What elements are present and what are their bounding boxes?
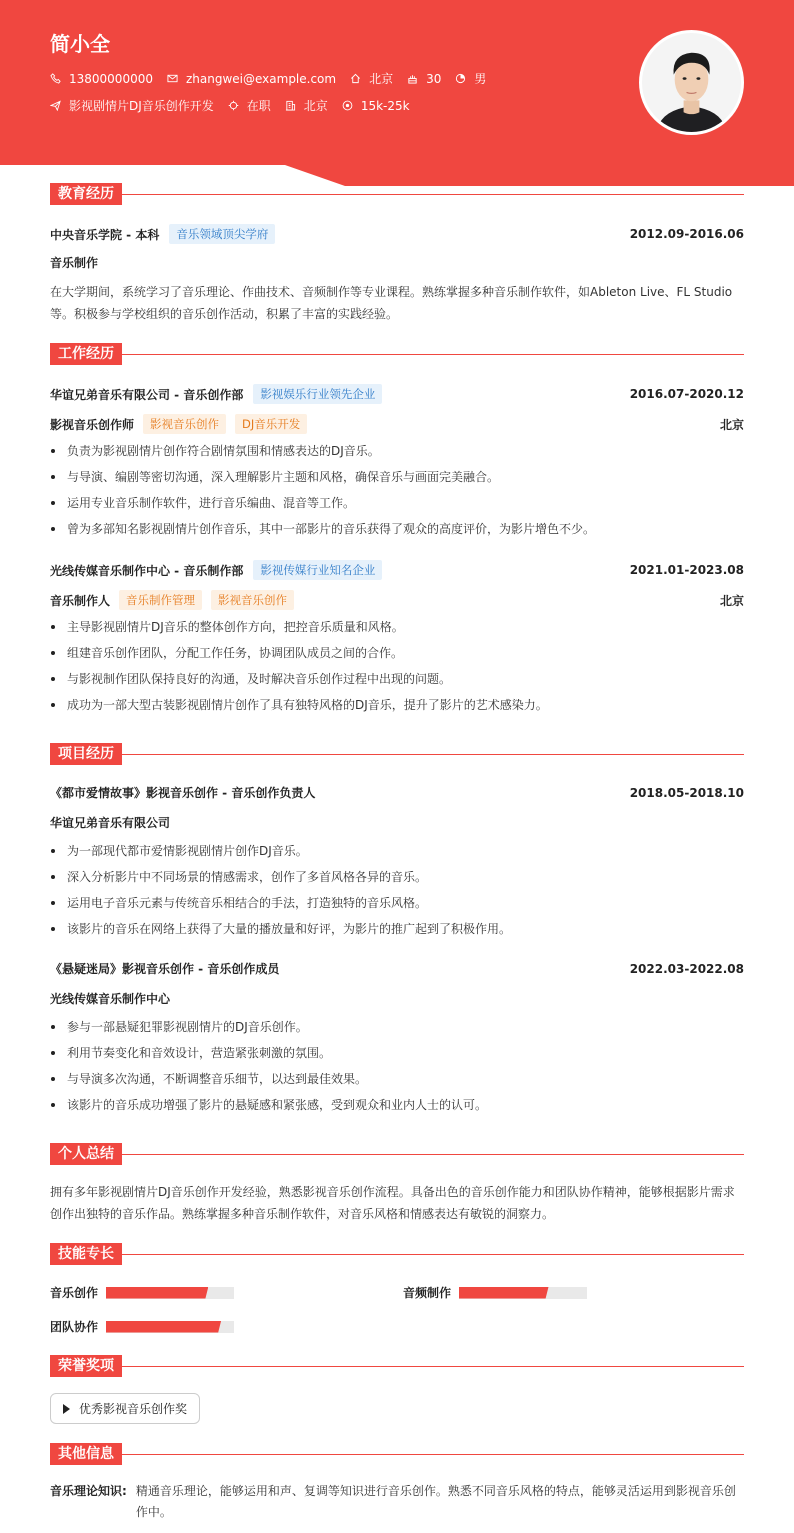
section-summary-label: 个人总结 (50, 1143, 122, 1165)
age-item (407, 72, 441, 86)
hometown-text: 北京 (369, 72, 394, 86)
project-org-row (50, 990, 744, 1007)
list-item: 主导影视剧情片DJ音乐的整体创作方向，把控音乐质量和风格。 (50, 614, 744, 640)
work-bullets (50, 614, 744, 718)
skill-bar-fill (106, 1321, 221, 1333)
list-item: 与影视制作团队保持良好的沟通，及时解决音乐创作过程中出现的问题。 (50, 666, 744, 692)
project-bullets (50, 838, 744, 942)
avatar (639, 30, 744, 135)
list-item: 组建音乐创作团队，分配工作任务，协调团队成员之间的合作。 (50, 640, 744, 666)
other-info-key: 音乐理论知识: (50, 1484, 127, 1498)
age-text: 30 (426, 71, 442, 86)
email-text: zhangwei@example.com (185, 71, 337, 86)
education-description: 在大学期间，系统学习了音乐理论、作曲技术、音频制作等专业课程。熟练掌握多种音乐制作软件，如Ableton Live、FL Studio等。积极参与学校组织的音乐创作活动，积累了丰富的实践经验。 (50, 285, 733, 321)
work-company: 光线传媒音乐制作中心 - 音乐制作部 (50, 563, 244, 578)
company-tag: 影视传媒行业知名企业 (253, 560, 382, 580)
list-item: 负责为影视剧情片创作符合剧情氛围和情感表达的DJ音乐。 (50, 438, 744, 464)
play-icon (63, 1404, 70, 1414)
phone-text: 13800000000 (69, 71, 153, 86)
education-period: 2012.09-2016.06 (629, 227, 744, 241)
section-summary (50, 1143, 744, 1165)
skill-bar (459, 1287, 587, 1299)
work-role-row (50, 414, 744, 434)
list-item: 为一部现代都市爱情影视剧情片创作DJ音乐。 (50, 838, 744, 864)
list-item: 深入分析影片中不同场景的情感需求，创作了多首风格各异的音乐。 (50, 864, 744, 890)
salary-text: 15k-25k (360, 98, 410, 113)
work-role: 音乐制作人 (50, 593, 111, 608)
project-period: 2022.03-2022.08 (629, 961, 744, 976)
section-divider (122, 1454, 744, 1455)
email-item (167, 72, 336, 86)
work-period: 2016.07-2020.12 (629, 387, 744, 401)
gender-text: 男 (474, 72, 487, 86)
job-target-item (50, 97, 214, 114)
building-icon (285, 100, 296, 111)
job-intent-row (50, 97, 424, 114)
gender-item (455, 70, 486, 87)
home-icon (350, 73, 361, 84)
skill-item (50, 1284, 234, 1301)
summary-text: 拥有多年影视剧情片DJ音乐创作开发经验，熟悉影视音乐创作流程。具备出色的音乐创作能力和团队协作精神，能够根据影片需求创作出独特的音乐作品。熟练掌握多种音乐制作软件，对音乐风格和情感表达有敏锐的洞察力。 (50, 1185, 735, 1221)
resume-header (0, 0, 794, 186)
project-title: 《悬疑迷局》影视音乐创作 - 音乐创作成员 (50, 962, 280, 976)
city-item (285, 97, 328, 114)
section-divider (122, 1154, 744, 1155)
work-location: 北京 (719, 593, 744, 608)
work-company: 华谊兄弟音乐有限公司 - 音乐创作部 (50, 387, 244, 402)
other-info (50, 1481, 744, 1523)
work-role: 影视音乐创作师 (50, 417, 135, 432)
section-divider (122, 1254, 744, 1255)
send-icon (50, 100, 61, 111)
other-info-value: 精通音乐理论，能够运用和声、复调等知识进行音乐创作。熟悉不同音乐风格的特点，能够灵活运用到影视音乐创作中。 (135, 1484, 736, 1519)
section-divider (122, 194, 744, 195)
school-tag: 音乐领域顶尖学府 (169, 224, 275, 244)
salary-item (342, 99, 410, 113)
project-title: 《都市爱情故事》影视音乐创作 - 音乐创作负责人 (50, 786, 316, 800)
list-item: 运用电子音乐元素与传统音乐相结合的手法，打造独特的音乐风格。 (50, 890, 744, 916)
skill-name: 音频制作 (403, 1286, 452, 1300)
list-item: 运用专业音乐制作软件，进行音乐编曲、混音等工作。 (50, 490, 744, 516)
list-item: 该影片的音乐成功增强了影片的悬疑感和紧张感，受到观众和业内人士的认可。 (50, 1092, 744, 1118)
section-skills (50, 1243, 744, 1265)
section-other (50, 1443, 744, 1465)
section-divider (122, 354, 744, 355)
list-item: 与导演多次沟通，不断调整音乐细节，以达到最佳效果。 (50, 1066, 744, 1092)
section-work (50, 343, 744, 365)
role-tag: 影视音乐创作 (211, 590, 294, 610)
gender-icon (455, 73, 466, 84)
skill-name: 团队协作 (50, 1320, 99, 1334)
candidate-name: 简小全 (50, 32, 110, 56)
role-tag: DJ音乐开发 (235, 414, 307, 434)
work-role-row (50, 590, 744, 610)
award-badge (50, 1393, 200, 1424)
phone-item (50, 72, 153, 86)
education-major-row (50, 254, 744, 271)
list-item: 成功为一部大型古装影视剧情片创作了具有独特风格的DJ音乐，提升了影片的艺术感染力。 (50, 692, 744, 718)
skill-bar-fill (459, 1287, 549, 1299)
project-header (50, 960, 744, 977)
skill-item (403, 1284, 587, 1301)
skill-item (50, 1318, 234, 1335)
section-education-label: 教育经历 (50, 183, 122, 205)
section-divider (122, 754, 744, 755)
section-other-label: 其他信息 (50, 1443, 122, 1465)
education-header (50, 224, 744, 244)
section-skills-label: 技能专长 (50, 1243, 122, 1265)
work-header (50, 384, 744, 404)
cake-icon (407, 73, 418, 84)
list-item: 曾为多部知名影视剧情片创作音乐，其中一部影片的音乐获得了观众的高度评价，为影片增色不少。 (50, 516, 744, 542)
section-divider (122, 1366, 744, 1367)
work-bullets (50, 438, 744, 542)
phone-icon (50, 73, 61, 84)
school-name: 中央音乐学院 - 本科 (50, 227, 160, 242)
work-location: 北京 (719, 417, 744, 432)
work-period: 2021.01-2023.08 (629, 563, 744, 577)
section-projects-label: 项目经历 (50, 743, 122, 765)
contact-row (50, 70, 500, 87)
job-target-text: 影视剧情片DJ音乐创作开发 (69, 99, 214, 113)
section-awards-label: 荣誉奖项 (50, 1355, 122, 1377)
project-bullets (50, 1014, 744, 1118)
project-org: 光线传媒音乐制作中心 (50, 992, 171, 1006)
section-work-label: 工作经历 (50, 343, 122, 365)
section-projects (50, 743, 744, 765)
project-org: 华谊兄弟音乐有限公司 (50, 816, 171, 830)
mail-icon (167, 73, 178, 84)
skill-bar-fill (106, 1287, 208, 1299)
role-tag: 音乐制作管理 (119, 590, 202, 610)
project-period: 2018.05-2018.10 (629, 785, 744, 800)
status-text: 在职 (246, 99, 271, 113)
list-item: 与导演、编剧等密切沟通，深入理解影片主题和风格，确保音乐与画面完美融合。 (50, 464, 744, 490)
role-tag: 影视音乐创作 (143, 414, 226, 434)
education-major: 音乐制作 (50, 256, 99, 270)
company-tag: 影视娱乐行业领先企业 (253, 384, 382, 404)
status-icon (228, 100, 239, 111)
project-header (50, 784, 744, 801)
list-item: 参与一部悬疑犯罪影视剧情片的DJ音乐创作。 (50, 1014, 744, 1040)
section-education (50, 183, 744, 205)
skill-bar (106, 1321, 234, 1333)
salary-icon (342, 100, 353, 111)
award-name: 优秀影视音乐创作奖 (79, 1402, 188, 1416)
section-awards (50, 1355, 744, 1377)
work-header (50, 560, 744, 580)
skill-bar (106, 1287, 234, 1299)
skill-name: 音乐创作 (50, 1286, 99, 1300)
list-item: 利用节奏变化和音效设计，营造紧张刺激的氛围。 (50, 1040, 744, 1066)
list-item: 该影片的音乐在网络上获得了大量的播放量和好评，为影片的推广起到了积极作用。 (50, 916, 744, 942)
avatar-portrait (642, 33, 741, 132)
status-item (228, 97, 271, 114)
city-text: 北京 (303, 99, 328, 113)
project-org-row (50, 814, 744, 831)
hometown-item (350, 70, 393, 87)
